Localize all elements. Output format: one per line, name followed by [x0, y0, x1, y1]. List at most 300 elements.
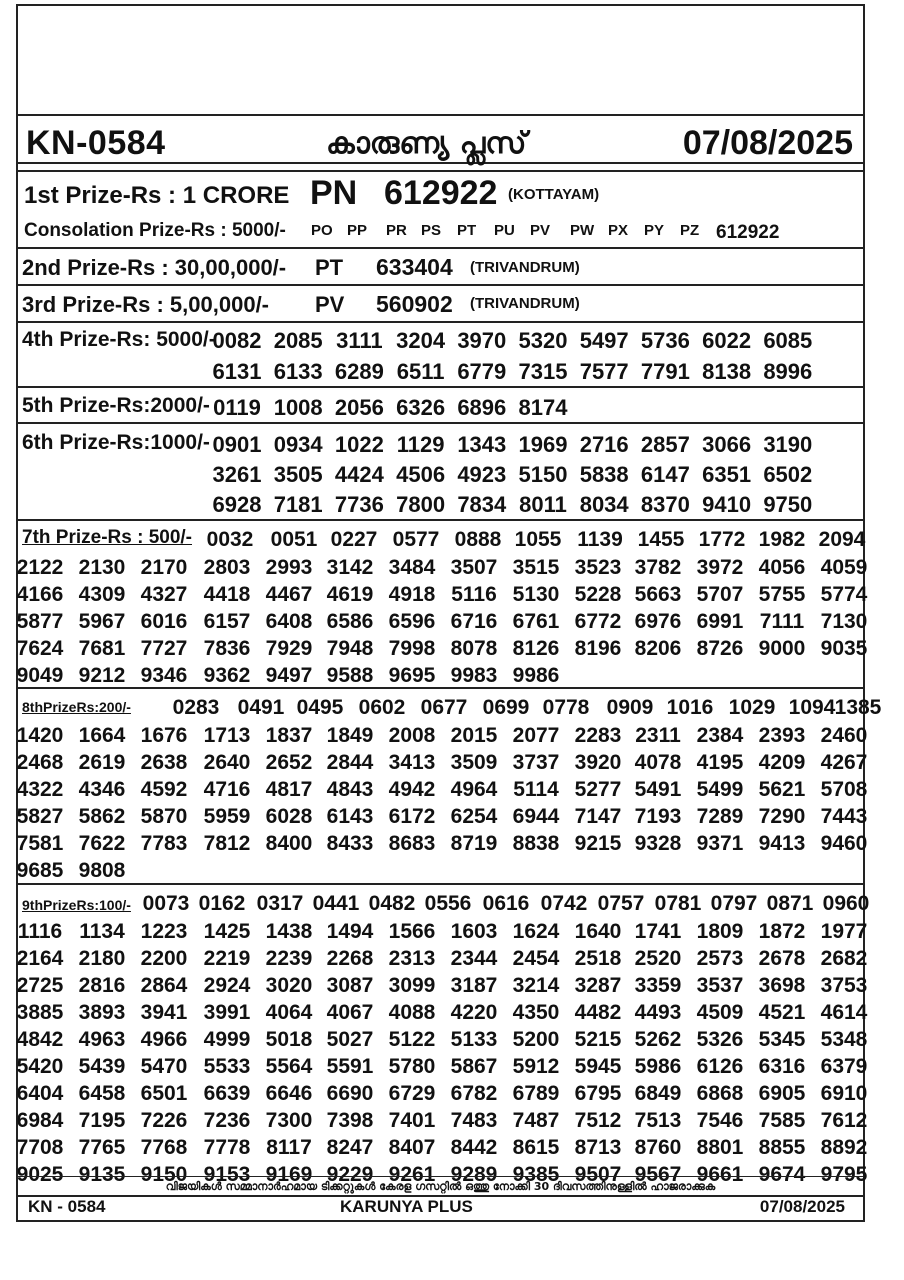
prize-number: 2008: [388, 724, 436, 747]
prize-number: 0781: [654, 892, 702, 915]
prize-number: 0495: [296, 696, 344, 719]
prize-number: 5320: [518, 328, 568, 353]
prize-number: 5150: [518, 462, 568, 487]
prize-number: 5130: [512, 583, 560, 606]
footer-code: KN - 0584: [28, 1197, 106, 1216]
prize-number: 5533: [203, 1055, 251, 1078]
prize-number: 3187: [450, 974, 498, 997]
prize-number: 2077: [512, 724, 560, 747]
prize-number: 3190: [763, 432, 813, 457]
prize-number: 0577: [392, 528, 440, 551]
prize-number: 1385: [834, 696, 882, 719]
prize-number: 8126: [512, 637, 560, 660]
prize-number: 7836: [203, 637, 251, 660]
prize-number: 7181: [273, 492, 323, 517]
prize-number: 2219: [203, 947, 251, 970]
prize-number: 8034: [579, 492, 629, 517]
consolation-series-code: PW: [570, 222, 595, 239]
prize-number: 9362: [203, 664, 251, 687]
prize-number: 6761: [512, 610, 560, 633]
prize-number: 6910: [820, 1082, 868, 1105]
prize-number: 8801: [696, 1136, 744, 1159]
prize-number: 6596: [388, 610, 436, 633]
prize-number: 8855: [758, 1136, 806, 1159]
prize-number: 1438: [265, 920, 313, 943]
prize-number: 1094: [788, 696, 836, 719]
prize-number: 8726: [696, 637, 744, 660]
prize-number: 6316: [758, 1055, 806, 1078]
prize-number: 7778: [203, 1136, 251, 1159]
prize-number: 4166: [16, 583, 64, 606]
footer-note: വിജയികൾ സമ്മാനാർഹമായ ടിക്കറ്റുകൾ കേരള ഗസറ്റിൽ ഒത്തു നോക്കി 30 ദിവസത്തിനുള്ളിൽ ഹാജരാക്കുക: [165, 1180, 716, 1193]
prize-number: 1713: [203, 724, 251, 747]
prize-number: 0871: [766, 892, 814, 915]
prize-number: 6254: [450, 805, 498, 828]
prize-number: 6172: [388, 805, 436, 828]
prize-number: 9695: [388, 664, 436, 687]
prize-number: 7130: [820, 610, 868, 633]
prize-number: 1129: [396, 432, 445, 457]
consolation-series-code: PR: [386, 222, 407, 239]
prize-number: 2573: [696, 947, 744, 970]
prize-number: 2460: [820, 724, 868, 747]
footer-name: KARUNYA PLUS: [340, 1197, 473, 1216]
prize-number: 6729: [388, 1082, 436, 1105]
prize-number: 7581: [16, 832, 64, 855]
prize-number: 9588: [326, 664, 374, 687]
prize-number: 0162: [198, 892, 246, 915]
prize-number: 6351: [702, 462, 752, 487]
prize-number: 4424: [334, 462, 384, 487]
prize-number: 6133: [273, 359, 323, 384]
prize-number: 9150: [140, 1163, 188, 1186]
prize-number: 2468: [16, 751, 64, 774]
prize-number: 0757: [597, 892, 645, 915]
consolation-series-code: PX: [608, 222, 629, 239]
first-prize-label: 1st Prize-Rs : 1 CRORE: [24, 182, 290, 209]
footer-date: 07/08/2025: [759, 1197, 845, 1216]
prize-number: 2518: [574, 947, 622, 970]
prize-number: 8196: [574, 637, 622, 660]
prize-number: 9371: [696, 832, 744, 855]
prize-number: 8011: [519, 492, 567, 517]
prize-number: 1139: [577, 528, 623, 551]
prize-number: 4999: [203, 1028, 251, 1051]
prize-number: 7226: [140, 1109, 188, 1132]
prize-number: 1022: [334, 432, 384, 457]
consolation-series-code: PS: [421, 222, 442, 239]
prize-number: 2857: [640, 432, 690, 457]
prize-number: 7193: [634, 805, 682, 828]
prize-number: 8760: [634, 1136, 682, 1159]
prize-number: 9346: [140, 664, 188, 687]
prize-number: 2864: [140, 974, 188, 997]
prize-number: 5736: [640, 328, 690, 353]
prize-number: 9808: [78, 859, 126, 882]
prize-number: 5499: [696, 778, 744, 801]
prize-number: 6984: [16, 1109, 64, 1132]
draw-date: 07/08/2025: [682, 124, 853, 162]
prize-number: 3413: [388, 751, 436, 774]
prize-number: 3359: [634, 974, 682, 997]
prize-number: 2816: [78, 974, 126, 997]
prize-number: 6016: [140, 610, 188, 633]
prize-number: 0960: [822, 892, 870, 915]
prize-number: 1016: [666, 696, 714, 719]
prize-number: 6379: [820, 1055, 868, 1078]
prize-number: 7736: [334, 492, 384, 517]
prize-number: 4482: [574, 1001, 622, 1024]
prize-number: 0699: [482, 696, 530, 719]
prize-number: 8615: [512, 1136, 560, 1159]
prize-number: 9567: [634, 1163, 682, 1186]
prize-number: 4078: [634, 751, 682, 774]
consolation-series-code: PO: [311, 222, 333, 239]
prize-number: 9229: [326, 1163, 374, 1186]
prize-number: 9328: [634, 832, 682, 855]
prize-number: 4964: [450, 778, 498, 801]
prize-number: 2638: [140, 751, 188, 774]
prize-number: 5262: [634, 1028, 682, 1051]
prize-number: 1664: [78, 724, 126, 747]
prize-number: 9507: [574, 1163, 622, 1186]
prize-number: 7300: [265, 1109, 313, 1132]
prize-number: 2239: [265, 947, 313, 970]
prize-number: 0032: [206, 528, 254, 551]
prize-number: 2170: [140, 556, 188, 579]
prize-number: 9795: [820, 1163, 868, 1186]
prize-number: 4619: [326, 583, 374, 606]
prize-number: 4942: [388, 778, 436, 801]
prize-number: 4506: [396, 462, 446, 487]
prize-number: 0119: [213, 395, 261, 420]
prize-number: 7315: [518, 359, 568, 384]
sixth-prize-row: [18, 422, 863, 519]
prize-number: 3484: [388, 556, 436, 579]
prize-number: 1837: [265, 724, 313, 747]
consolation-number: 612922: [716, 222, 780, 243]
prize-number: 5774: [820, 583, 868, 606]
prize-number: 6085: [763, 328, 813, 353]
prize-number: 5345: [758, 1028, 806, 1051]
prize-number: 5877: [16, 610, 64, 633]
prize-number: 4918: [388, 583, 436, 606]
prize-number: 9983: [450, 664, 498, 687]
prize-number: 4064: [265, 1001, 313, 1024]
prize-number: 9289: [450, 1163, 498, 1186]
prize-number: 7708: [16, 1136, 64, 1159]
prize-number: 4467: [265, 583, 313, 606]
prize-number: 8407: [388, 1136, 436, 1159]
prize-number: 3287: [574, 974, 622, 997]
prize-number: 5780: [388, 1055, 436, 1078]
prize-number: 3204: [396, 328, 446, 353]
prize-number: 5027: [326, 1028, 374, 1051]
prize-number: 9035: [820, 637, 868, 660]
prize-number: 8713: [574, 1136, 622, 1159]
prize-number: 6157: [203, 610, 251, 633]
prize-number: 4817: [265, 778, 313, 801]
prize-number: 3920: [574, 751, 622, 774]
prize-number: 3782: [634, 556, 682, 579]
prize-number: 8996: [763, 359, 813, 384]
prize-number: 8370: [640, 492, 690, 517]
prize-number: 5348: [820, 1028, 868, 1051]
prize-number: 8138: [702, 359, 752, 384]
prize-number: 0778: [542, 696, 590, 719]
prize-number: 6028: [265, 805, 313, 828]
prize-number: 1566: [388, 920, 436, 943]
prize-number: 8433: [326, 832, 374, 855]
prize-number: 6289: [334, 359, 384, 384]
prize-number: 9460: [820, 832, 868, 855]
second-prize-series: PT: [315, 255, 344, 280]
prize-number: 4843: [326, 778, 374, 801]
prize-number: 7398: [326, 1109, 374, 1132]
fifth-prize-row: [18, 386, 863, 422]
prize-number: 1872: [758, 920, 806, 943]
consolation-series-code: PY: [644, 222, 665, 239]
prize-number: 7401: [388, 1109, 436, 1132]
prize-number: 6944: [512, 805, 560, 828]
prize-number: 7765: [78, 1136, 126, 1159]
prize-number: 2164: [16, 947, 64, 970]
prize-number: 9000: [758, 637, 806, 660]
prize-number: 6143: [326, 805, 374, 828]
prize-number: 7236: [203, 1109, 251, 1132]
second-prize-place: (TRIVANDRUM): [470, 259, 580, 276]
prize-number: 1603: [450, 920, 498, 943]
prize-number: 8117: [266, 1136, 312, 1159]
prize-number: 2015: [450, 724, 498, 747]
result-sheet: [16, 4, 882, 1222]
prize-number: 9497: [265, 664, 313, 687]
prize-number: 3698: [758, 974, 806, 997]
prize-number: 6896: [457, 395, 507, 420]
prize-number: 7768: [140, 1136, 188, 1159]
prize-number: 3893: [78, 1001, 126, 1024]
prize-number: 1029: [728, 696, 776, 719]
prize-number: 5564: [265, 1055, 313, 1078]
prize-number: 7727: [140, 637, 188, 660]
prize-number: 2803: [203, 556, 251, 579]
prize-number: 1982: [758, 528, 806, 551]
prize-number: 9025: [16, 1163, 64, 1186]
third-prize-place: (TRIVANDRUM): [470, 295, 580, 312]
first-prize-number: 612922: [384, 174, 498, 212]
prize-number: 5497: [579, 328, 629, 353]
prize-number: 5707: [696, 583, 744, 606]
prize-number: 0909: [606, 696, 654, 719]
prize-number: 7147: [574, 805, 622, 828]
third-prize-label: 3rd Prize-Rs : 5,00,000/-: [22, 292, 270, 317]
prize-number: 8719: [450, 832, 498, 855]
prize-number: 5827: [16, 805, 64, 828]
prize-number: 1425: [203, 920, 251, 943]
fifth-prize-label: 5th Prize-Rs:2000/-: [22, 394, 210, 417]
prize-number: 5122: [388, 1028, 436, 1051]
prize-number: 6147: [640, 462, 690, 487]
prize-number: 5621: [758, 778, 806, 801]
prize-number: 4309: [78, 583, 126, 606]
prize-number: 0441: [312, 892, 360, 915]
prize-number: 3515: [512, 556, 560, 579]
prize-number: 3214: [512, 974, 560, 997]
prize-number: 4493: [634, 1001, 682, 1024]
header-row: [18, 114, 863, 164]
prize-number: 2924: [203, 974, 251, 997]
prize-number: 2454: [512, 947, 560, 970]
prize-number: 3753: [820, 974, 868, 997]
consolation-series-code: PZ: [680, 222, 700, 239]
prize-number: 6795: [574, 1082, 622, 1105]
prize-number: 3261: [212, 462, 262, 487]
prize-number: 7443: [820, 805, 868, 828]
prize-number: 0051: [270, 528, 318, 551]
prize-number: 6586: [326, 610, 374, 633]
prize-number: 7195: [78, 1109, 126, 1132]
prize-number: 7111: [759, 610, 805, 633]
prize-number: 2682: [820, 947, 868, 970]
prize-number: 5200: [512, 1028, 560, 1051]
prize-number: 5838: [579, 462, 629, 487]
prize-number: 9212: [78, 664, 126, 687]
prize-number: 9049: [16, 664, 64, 687]
third-prize-row: [18, 284, 863, 321]
prize-number: 7622: [78, 832, 126, 855]
prize-number: 5018: [265, 1028, 313, 1051]
prize-number: 2652: [265, 751, 313, 774]
prize-number: 2313: [388, 947, 436, 970]
prize-number: 5945: [574, 1055, 622, 1078]
prize-number: 4209: [758, 751, 806, 774]
prize-number: 1969: [518, 432, 568, 457]
prize-number: 5959: [203, 805, 251, 828]
prize-number: 3941: [140, 1001, 188, 1024]
prize-number: 5967: [78, 610, 126, 633]
prize-number: 4966: [140, 1028, 188, 1051]
prize-number: 9135: [78, 1163, 126, 1186]
prize-number: 4592: [140, 778, 188, 801]
footer-row: [18, 1176, 863, 1222]
prize-number: 3111: [336, 328, 383, 353]
prize-number: 7483: [450, 1109, 498, 1132]
prize-number: 2393: [758, 724, 806, 747]
prize-number: 2056: [334, 395, 384, 420]
prize-number: 0602: [358, 696, 406, 719]
prize-number: 6772: [574, 610, 622, 633]
prize-number: 7948: [326, 637, 374, 660]
prize-number: 2678: [758, 947, 806, 970]
draw-code: KN-0584: [26, 124, 166, 162]
prize-number: 9385: [512, 1163, 560, 1186]
prize-number: 6905: [758, 1082, 806, 1105]
prize-number: 0082: [212, 328, 262, 353]
prize-number: 2200: [140, 947, 188, 970]
prize-number: 2094: [818, 528, 866, 551]
prize-number: 3537: [696, 974, 744, 997]
lottery-name: കാരുണ്യ പ്ലസ്: [326, 126, 527, 161]
prize-number: 2311: [635, 724, 681, 747]
prize-number: 0283: [172, 696, 220, 719]
fourth-prize-label: 4th Prize-Rs: 5000/-: [22, 328, 216, 351]
prize-number: 6458: [78, 1082, 126, 1105]
prize-number: 4509: [696, 1001, 744, 1024]
prize-number: 8206: [634, 637, 682, 660]
prize-number: 4963: [78, 1028, 126, 1051]
prize-number: 7585: [758, 1109, 806, 1132]
seventh-prize-label: 7th Prize-Rs : 500/-: [22, 527, 192, 548]
prize-number: 5277: [574, 778, 622, 801]
prize-number: 6690: [326, 1082, 374, 1105]
prize-number: 4267: [820, 751, 868, 774]
prize-number: 9410: [702, 492, 752, 517]
prize-number: 6404: [16, 1082, 64, 1105]
prize-number: 5912: [512, 1055, 560, 1078]
prize-number: 5116: [451, 583, 497, 606]
prize-number: 5986: [634, 1055, 682, 1078]
prize-number: 7289: [696, 805, 744, 828]
first-prize-row: [18, 170, 863, 247]
prize-number: 9169: [265, 1163, 313, 1186]
prize-number: 6502: [763, 462, 813, 487]
prize-number: 6131: [212, 359, 262, 384]
prize-number: 7783: [140, 832, 188, 855]
prize-number: 1455: [637, 528, 685, 551]
prize-number: 4059: [820, 556, 868, 579]
prize-number: 7487: [512, 1109, 560, 1132]
prize-number: 3523: [574, 556, 622, 579]
prize-number: 7812: [203, 832, 251, 855]
prize-number: 5439: [78, 1055, 126, 1078]
prize-number: 3737: [512, 751, 560, 774]
prize-number: 9986: [512, 664, 560, 687]
prize-number: 6326: [396, 395, 446, 420]
prize-number: 6849: [634, 1082, 682, 1105]
prize-number: 5867: [450, 1055, 498, 1078]
prize-number: 4327: [140, 583, 188, 606]
prize-number: 5470: [140, 1055, 188, 1078]
prize-number: 8174: [518, 395, 568, 420]
prize-number: 2085: [273, 328, 323, 353]
prize-number: 0482: [368, 892, 416, 915]
prize-number: 4220: [450, 1001, 498, 1024]
prize-number: 7577: [579, 359, 629, 384]
prize-number: 1772: [698, 528, 746, 551]
prize-number: 6868: [696, 1082, 744, 1105]
first-prize-series: PN: [310, 174, 358, 212]
prize-number: 1977: [820, 920, 868, 943]
prize-number: 1494: [326, 920, 374, 943]
prize-number: 5491: [634, 778, 682, 801]
first-prize-place: (KOTTAYAM): [508, 186, 600, 203]
prize-number: 4716: [203, 778, 251, 801]
prize-number: 0491: [237, 696, 285, 719]
prize-number: 6716: [450, 610, 498, 633]
prize-number: 2993: [265, 556, 313, 579]
prize-number: 0797: [710, 892, 758, 915]
prize-number: 9674: [758, 1163, 806, 1186]
prize-number: 9750: [763, 492, 813, 517]
seventh-prize-row: [16, 519, 868, 687]
prize-number: 9413: [758, 832, 806, 855]
prize-number: 7612: [820, 1109, 868, 1132]
consolation-series-code: PU: [494, 222, 515, 239]
prize-number: 7290: [758, 805, 806, 828]
prize-number: 9153: [203, 1163, 251, 1186]
prize-number: 1624: [512, 920, 560, 943]
prize-number: 3972: [696, 556, 744, 579]
